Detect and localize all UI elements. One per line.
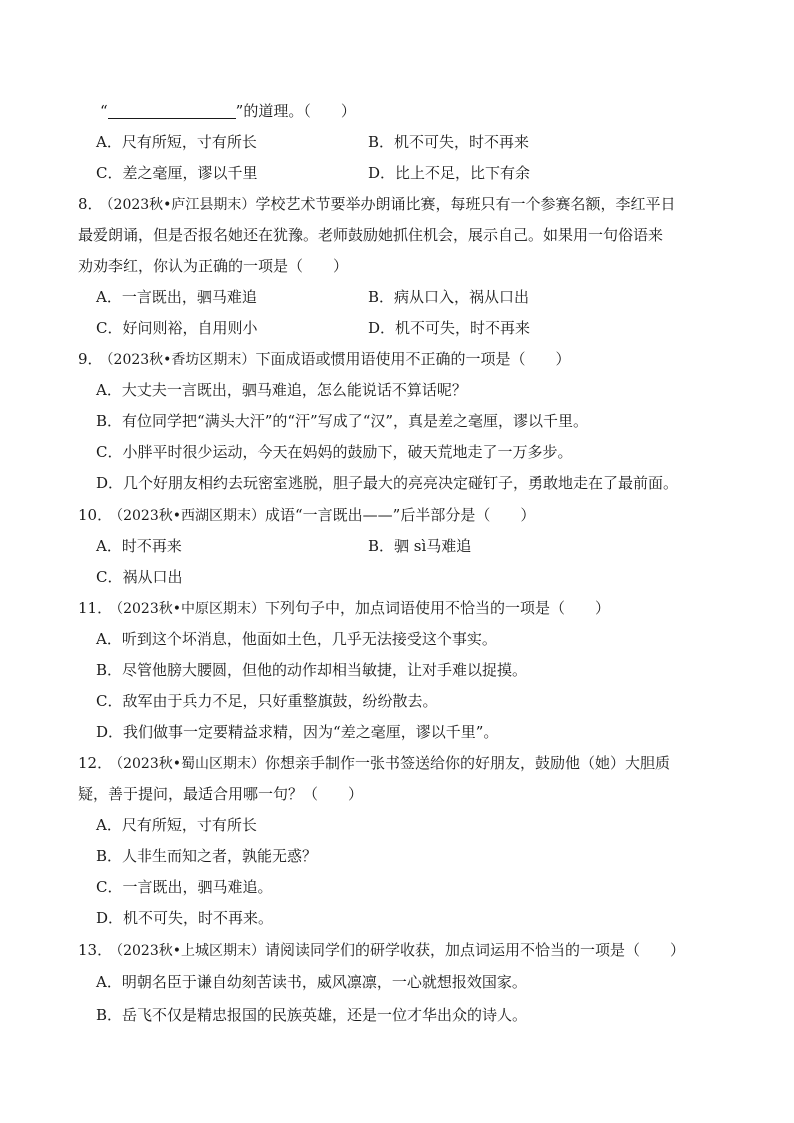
q8-stem-line-3: 劝劝李红，你认为正确的一项是（ ） — [78, 257, 349, 275]
q13-stem — [78, 935, 685, 966]
q10-source: （2023秋•西湖区期末） — [116, 508, 265, 524]
q9-option-a[interactable]: A．大丈夫一言既出，驷马难追，怎么能说话不算话呢？ — [96, 381, 467, 399]
q8-option-b[interactable]: B．病从口入，祸从口出 — [368, 288, 530, 306]
q7-answer-blank[interactable] — [108, 100, 236, 119]
q8-source: （2023秋•庐江县期末） — [106, 197, 256, 213]
q9-stem-text: 下面成语或惯用语使用不正确的一项是（ ） — [255, 350, 571, 368]
q10-stem — [78, 500, 535, 531]
q9-stem — [78, 344, 570, 375]
q12-number: 12． — [78, 754, 113, 772]
q13-stem-text: 请阅读同学们的研学收获，加点词运用不恰当的一项是（ ） — [264, 941, 685, 959]
q11-option-d[interactable]: D．我们做事一定要精益求精，因为“差之毫厘，谬以千里”。 — [96, 723, 499, 741]
q7-option-c[interactable]: C．差之毫厘，谬以千里 — [96, 164, 258, 182]
q10-option-a[interactable]: A．时不再来 — [96, 537, 182, 555]
q12-option-b[interactable]: B．人非生而知之者，孰能无惑？ — [96, 847, 318, 865]
q7-options-row-2 — [0, 158, 794, 189]
q11-stem-text: 下列句子中，加点词语使用不恰当的一项是（ ） — [264, 599, 610, 617]
q8-options-row-1 — [0, 282, 794, 313]
q7-option-a[interactable]: A．尺有所短，寸有所长 — [96, 133, 257, 151]
q7-stem-open: “ — [100, 102, 108, 120]
q12-option-a[interactable]: A．尺有所短，寸有所长 — [96, 816, 257, 834]
q13-number: 13． — [78, 941, 113, 959]
q7-option-b[interactable]: B．机不可失，时不再来 — [368, 133, 530, 151]
q9-number: 9． — [78, 350, 103, 368]
q7-option-d[interactable]: D．比上不足，比下有余 — [368, 164, 531, 182]
q8-option-d[interactable]: D．机不可失，时不再来 — [368, 319, 531, 337]
q7-options-row-1 — [0, 127, 794, 158]
q11-stem — [78, 593, 610, 624]
q10-stem-text: 成语“一言既出——”后半部分是（ ） — [264, 506, 536, 524]
q11-option-b[interactable]: B．尽管他膀大腰圆，但他的动作却相当敏捷，让对手难以捉摸。 — [96, 661, 528, 679]
q9-option-d[interactable]: D．几个好朋友相约去玩密室逃脱，胆子最大的亮亮决定碰钉子，勇敢地走在了最前面。 — [96, 474, 679, 492]
q10-number: 10． — [78, 506, 113, 524]
q13-option-b[interactable]: B．岳飞不仅是精忠报国的民族英雄，还是一位才华出众的诗人。 — [96, 1006, 528, 1024]
q12-source: （2023秋•蜀山区期末） — [116, 756, 265, 772]
q8-stem-line-1 — [78, 189, 675, 220]
q12-option-d[interactable]: D．机不可失，时不再来。 — [96, 909, 274, 927]
q9-option-b[interactable]: B．有位同学把“满头大汗”的“汗”写成了“汉”，真是差之毫厘，谬以千里。 — [96, 412, 589, 430]
q11-option-a[interactable]: A．听到这个坏消息，他面如土色，几乎无法接受这个事实。 — [96, 630, 497, 648]
q12-option-c[interactable]: C．一言既出，驷马难追。 — [96, 878, 273, 896]
q10-options-row-1 — [0, 531, 794, 562]
q11-option-c[interactable]: C．敌军由于兵力不足，只好重整旗鼓，纷纷散去。 — [96, 692, 438, 710]
q7-stem-close: ”的道理。（ ） — [235, 102, 356, 120]
q8-stem-text-1: 学校艺术节要举办朗诵比赛，每班只有一个参赛名额，李红平日 — [255, 195, 676, 213]
q8-stem-line-2: 最爱朗诵，但是否报名她还在犹豫。老师鼓励她抓住机会，展示自己。如果用一句俗语来 — [78, 226, 664, 244]
q8-options-row-2 — [0, 313, 794, 344]
q12-stem-text-1: 你想亲手制作一张书签送给你的好朋友，鼓励他（她）大胆质 — [264, 754, 670, 772]
q12-stem-line-2: 疑，善于提问，最适合用哪一句？（ ） — [78, 785, 364, 803]
q12-stem-line-1 — [78, 748, 670, 779]
q9-source: （2023秋•香坊区期末） — [106, 352, 256, 368]
q11-number: 11． — [78, 599, 113, 617]
q10-option-c[interactable]: C．祸从口出 — [96, 568, 183, 586]
q8-number: 8． — [78, 195, 103, 213]
q8-option-a[interactable]: A．一言既出，驷马难追 — [96, 288, 257, 306]
q7-stem — [100, 96, 356, 127]
q9-option-c[interactable]: C．小胖平时很少运动，今天在妈妈的鼓励下，破天荒地走了一万多步。 — [96, 443, 573, 461]
q8-option-c[interactable]: C．好问则裕，自用则小 — [96, 319, 258, 337]
q11-source: （2023秋•中原区期末） — [116, 601, 265, 617]
q13-source: （2023秋•上城区期末） — [116, 943, 265, 959]
q10-option-b[interactable]: B．驷 sì马难追 — [368, 537, 472, 555]
q13-option-a[interactable]: A．明朝名臣于谦自幼刻苦读书，威风凛凛，一心就想报效国家。 — [96, 973, 527, 991]
